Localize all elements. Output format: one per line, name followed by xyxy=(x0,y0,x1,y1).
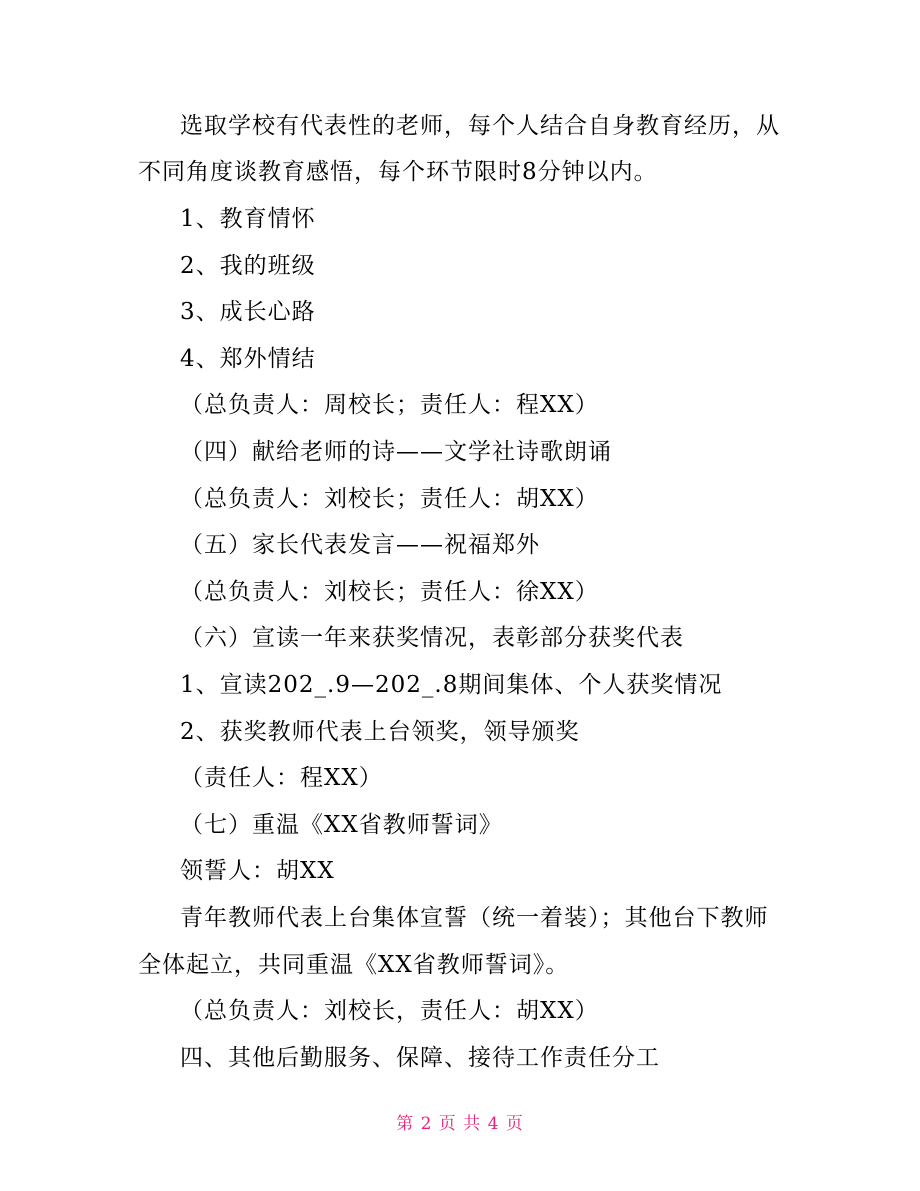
paragraph-line: 选取学校有代表性的老师，每个人结合自身教育经历，从 xyxy=(180,113,780,139)
paragraph-line: 青年教师代表上台集体宣誓（统一着装）；其他台下教师 xyxy=(180,905,769,931)
section-heading: （六）宣读一年来获奖情况，表彰部分获奖代表 xyxy=(180,625,684,651)
responsible-note: （总负责人：周校长；责任人：程XX） xyxy=(180,392,599,418)
paragraph-line: 全体起立，共同重温《XX省教师誓词》。 xyxy=(138,952,570,978)
section-heading: （五）家长代表发言——祝福郑外 xyxy=(180,532,540,558)
section-heading: （四）献给老师的诗——文学社诗歌朗诵 xyxy=(180,439,612,465)
list-item: 2、获奖教师代表上台领奖，领导颁奖 xyxy=(180,719,580,745)
responsible-note: （总负责人：刘校长；责任人：徐XX） xyxy=(180,579,599,605)
paragraph-line: 不同角度谈教育感悟，每个环节限时8分钟以内。 xyxy=(138,159,658,185)
page-number-footer: 第 2 页 共 4 页 xyxy=(396,1114,524,1134)
responsible-note: （总负责人：刘校长；责任人：胡XX） xyxy=(180,486,599,512)
list-item: 1、教育情怀 xyxy=(180,206,316,232)
section-heading: （七）重温《XX省教师誓词》 xyxy=(180,812,503,838)
list-item: 4、郑外情结 xyxy=(180,346,316,372)
section-heading: 四、其他后勤服务、保障、接待工作责任分工 xyxy=(180,1045,660,1071)
list-item: 3、成长心路 xyxy=(180,299,316,325)
list-item: 1、宣读202_.9—202_.8期间集体、个人获奖情况 xyxy=(180,672,723,698)
responsible-note: （总负责人：刘校长，责任人：胡XX） xyxy=(180,998,599,1024)
list-item: 2、我的班级 xyxy=(180,253,316,279)
paragraph-line: 领誓人：胡XX xyxy=(180,858,335,884)
responsible-note: （责任人：程XX） xyxy=(180,765,383,791)
